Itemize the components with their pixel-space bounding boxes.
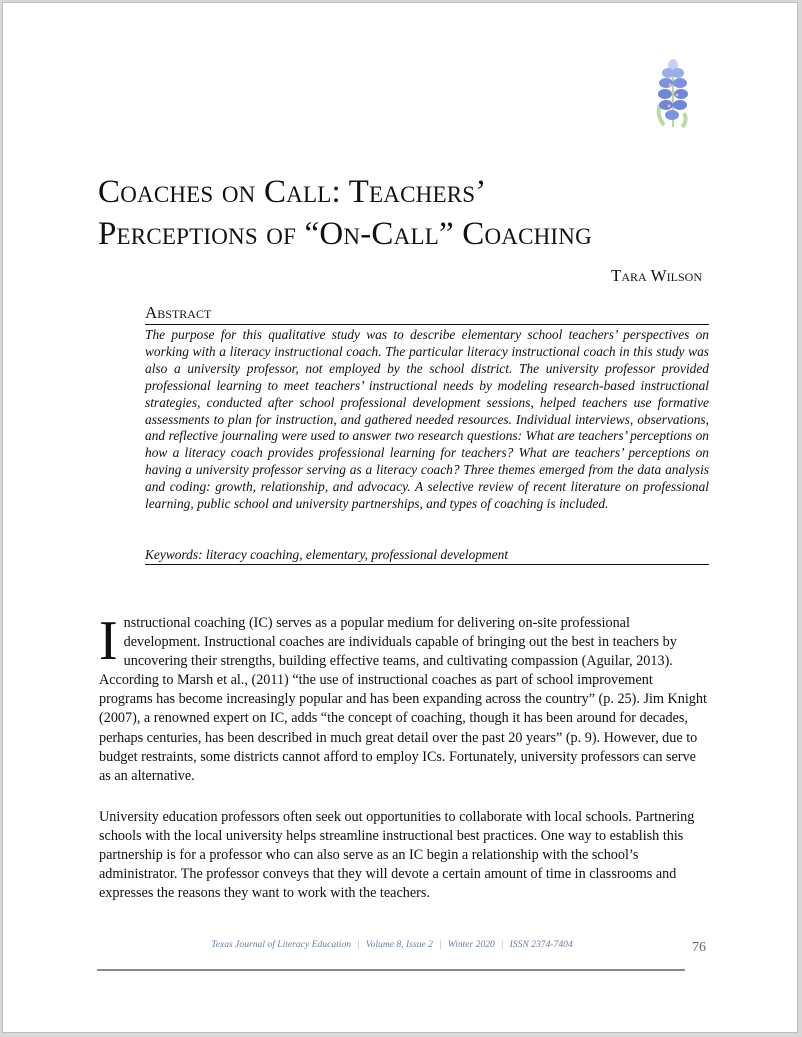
- keywords: Keywords: literacy coaching, elementary, professional development: [145, 546, 709, 565]
- author-name: Tara Wilson: [610, 266, 702, 285]
- abstract-heading: Abstract: [145, 303, 709, 325]
- footer-separator: |: [439, 939, 442, 950]
- document-page: [2, 2, 798, 1033]
- title-line-1: Coaches on Call: Teachers’: [98, 174, 487, 210]
- journal-issn: ISSN 2374-7404: [509, 939, 573, 950]
- footer-separator: |: [357, 939, 360, 950]
- journal-footer: [99, 939, 685, 950]
- journal-name: Texas Journal of Literacy Education: [211, 939, 352, 950]
- body-paragraph-1: [99, 610, 709, 786]
- abstract-body: The purpose for this qualitative study was to describe elementary school teachers’ perspectives on working with a literacy instructional coach. The particular literacy instructional coach in this study was also a university professor, not employed by the school district. The university professor provided professional learning to meet teachers’ instructional needs by modeling research-based instructional strategies, conducted after school professional development sessions, helped teachers use formative assessments to plan for instruction, and gathered needed resources. Individual interviews, observations, and reflective journaling were used to answer two research questions: What are teachers’ perceptions on how a literacy coach provides professional learning for teachers? What are teachers’ perceptions on having a university professor serving as a literacy coach? Three themes emerged from the data analysis and coding: growth, relationship, and advocacy. A selective review of recent literature on professional learning, public school and university partnerships, and types of coaching is included.: [145, 327, 709, 512]
- bluebonnet-flower-icon: [648, 55, 698, 131]
- body-paragraph-2: University education professors often seek out opportunities to collaborate with local schools. Partnering schools with the local university helps streamline instructional best practices. One way to establish this partnership is for a professor who can also serve as an IC begin a relationship with the school’s administrator. The professor conveys that they will devote a certain amount of time in classrooms and expresses the reasons they want to work with the teachers.: [99, 809, 695, 902]
- footer-separator: |: [501, 939, 504, 950]
- journal-season: Winter 2020: [447, 939, 495, 950]
- footer-divider: [97, 969, 685, 971]
- drop-cap: I: [99, 610, 118, 672]
- paragraph-1-text: nstructional coaching (IC) serves as a popular medium for delivering on-site professional development. Instructional coaches are individuals capable of bringing out the best in teachers by uncovering their strengths, building effective teams, and cultivating compassion (Aguilar, 2013). According to Marsh et al., (2011) “the use of instructional coaches as part of school improvement programs has become increasingly popular and has been expanding across the country” (p. 25). Jim Knight (2007), a renowned expert on IC, adds “the concept of coaching, though it has been around for decades, perhaps centuries, has been described in much great detail over the past 20 years” (p. 9). However, due to budget restraints, some districts cannot afford to employ ICs. Fortunately, university professors can serve as an alternative.: [99, 615, 707, 784]
- article-title: [98, 171, 718, 255]
- page-number: 76: [692, 940, 706, 955]
- title-line-2: Perceptions of “On-Call” Coaching: [98, 216, 592, 252]
- journal-volume: Volume 8, Issue 2: [365, 939, 433, 950]
